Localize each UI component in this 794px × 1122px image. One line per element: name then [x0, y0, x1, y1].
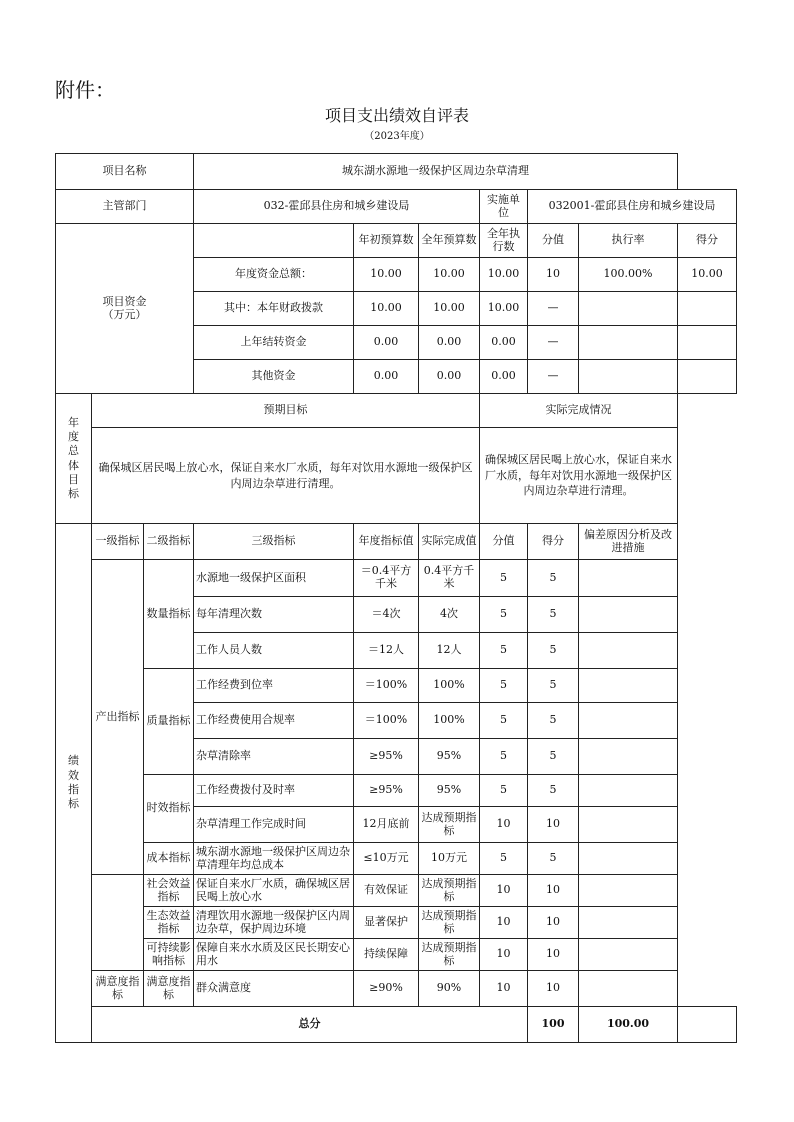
indicator-target: ＝0.4平方千米: [354, 560, 419, 597]
cost-indicator-label: 成本指标: [144, 843, 194, 875]
indicator-score: 5: [528, 843, 579, 875]
funds-row-rate: 100.00%: [579, 258, 678, 292]
indicator-row: [56, 843, 737, 875]
indicator-target: ≤10万元: [354, 843, 419, 875]
indicator-actual: 达成预期指标: [419, 907, 480, 939]
benefit-indicator-label: [92, 875, 144, 971]
indicator-actual: 0.4平方千米: [419, 560, 480, 597]
indicator-name: 每年清理次数: [194, 597, 354, 633]
impl-label: 实施单位: [480, 190, 528, 224]
expected-goal-text: 确保城区居民喝上放心水，保证自来水厂水质，每年对饮用水源地一级保护区内周边杂草进行清理。: [92, 428, 480, 524]
funds-header-blank: [194, 224, 354, 258]
indicator-score: 5: [528, 560, 579, 597]
funds-header-score-value: 分值: [528, 224, 579, 258]
indicator-actual: 90%: [419, 971, 480, 1007]
indicator-target: 持续保障: [354, 939, 419, 971]
funds-row-initial: 10.00: [354, 292, 419, 326]
project-name-value: 城东湖水源地一级保护区周边杂草清理: [194, 154, 678, 190]
indicator-deviation: [579, 597, 678, 633]
funds-row-initial: 10.00: [354, 258, 419, 292]
funds-row-score-value: —: [528, 360, 579, 394]
indicator-actual: 100%: [419, 669, 480, 703]
indicators-label: 绩 效 指 标: [56, 524, 92, 1043]
indicator-name: 保证自来水厂水质，确保城区居民喝上放心水: [194, 875, 354, 907]
header-level2: 二级指标: [144, 524, 194, 560]
indicator-value: 5: [480, 843, 528, 875]
funds-row-score: [678, 326, 737, 360]
header-target: 年度指标值: [354, 524, 419, 560]
funds-row-label: 其中：本年财政拨款: [194, 292, 354, 326]
indicator-value: 5: [480, 669, 528, 703]
dept-label: 主管部门: [56, 190, 194, 224]
indicator-value: 5: [480, 597, 528, 633]
indicators-header-row: [56, 524, 737, 560]
indicator-value: 10: [480, 971, 528, 1007]
indicator-value: 5: [480, 703, 528, 739]
indicator-name: 工作经费拨付及时率: [194, 775, 354, 807]
quality-indicator-label: 质量指标: [144, 669, 194, 775]
total-value: 100: [528, 1007, 579, 1043]
indicator-score: 5: [528, 633, 579, 669]
funds-header-annual: 全年预算数: [419, 224, 480, 258]
indicator-score: 10: [528, 939, 579, 971]
indicator-score: 5: [528, 739, 579, 775]
indicator-row: [56, 971, 737, 1007]
funds-header-initial: 年初预算数: [354, 224, 419, 258]
indicator-score: 10: [528, 971, 579, 1007]
header-level3: 三级指标: [194, 524, 354, 560]
indicator-actual: 10万元: [419, 843, 480, 875]
indicator-target: ＝12人: [354, 633, 419, 669]
funds-header-executed: 全年执行数: [480, 224, 528, 258]
social-indicator-label: 社会效益指标: [144, 875, 194, 907]
funds-row-label: 年度资金总额：: [194, 258, 354, 292]
indicator-name: 工作经费到位率: [194, 669, 354, 703]
indicator-target: 12月底前: [354, 807, 419, 843]
funds-row-label: 其他资金: [194, 360, 354, 394]
indicator-value: 5: [480, 633, 528, 669]
indicator-target: ≥90%: [354, 971, 419, 1007]
goals-content-row: [56, 428, 737, 524]
project-name-label: 项目名称: [56, 154, 194, 190]
indicator-row: [56, 669, 737, 703]
indicator-name: 工作人员人数: [194, 633, 354, 669]
indicator-name: 杂草清理工作完成时间: [194, 807, 354, 843]
dept-value: 032-霍邱县住房和城乡建设局: [194, 190, 480, 224]
indicator-target: ＝100%: [354, 703, 419, 739]
project-name-row: [56, 154, 737, 190]
indicator-score: 10: [528, 875, 579, 907]
indicator-value: 5: [480, 739, 528, 775]
funds-row-annual: 10.00: [419, 258, 480, 292]
goals-label: 年 度 总 体 目 标: [56, 394, 92, 524]
indicator-target: 有效保证: [354, 875, 419, 907]
impl-value: 032001-霍邱县住房和城乡建设局: [528, 190, 737, 224]
indicator-value: 10: [480, 875, 528, 907]
indicator-actual: 100%: [419, 703, 480, 739]
indicator-actual: 达成预期指标: [419, 807, 480, 843]
header-deviation: 偏差原因分析及改进措施: [579, 524, 678, 560]
satisfaction-level2-label: 满意度指标: [144, 971, 194, 1007]
indicator-deviation: [579, 807, 678, 843]
indicator-name: 工作经费使用合规率: [194, 703, 354, 739]
indicator-name: 水源地一级保护区面积: [194, 560, 354, 597]
funds-row-initial: 0.00: [354, 326, 419, 360]
indicator-deviation: [579, 775, 678, 807]
indicator-row: [56, 939, 737, 971]
header-level1: 一级指标: [92, 524, 144, 560]
evaluation-table: [55, 153, 737, 1043]
attachment-label: 附件：: [55, 78, 115, 102]
indicator-row: [56, 907, 737, 939]
indicator-deviation: [579, 560, 678, 597]
satisfaction-level1-label: 满意度指标: [92, 971, 144, 1007]
funds-row-score-value: —: [528, 326, 579, 360]
actual-result-header: 实际完成情况: [480, 394, 678, 428]
indicator-deviation: [579, 907, 678, 939]
indicator-value: 10: [480, 939, 528, 971]
indicator-actual: 达成预期指标: [419, 875, 480, 907]
indicator-actual: 4次: [419, 597, 480, 633]
total-label: 总分: [92, 1007, 528, 1043]
indicator-name: 城东湖水源地一级保护区周边杂草清理年均总成本: [194, 843, 354, 875]
department-row: [56, 190, 737, 224]
indicator-score: 5: [528, 703, 579, 739]
indicator-score: 10: [528, 907, 579, 939]
funds-row-score: [678, 292, 737, 326]
report-year: （2023年度）: [364, 131, 430, 142]
indicator-deviation: [579, 971, 678, 1007]
indicator-row: [56, 875, 737, 907]
indicator-actual: 95%: [419, 775, 480, 807]
funds-row-score: [678, 360, 737, 394]
funds-header-score: 得分: [678, 224, 737, 258]
indicator-deviation: [579, 843, 678, 875]
indicator-actual: 12人: [419, 633, 480, 669]
quantity-indicator-label: 数量指标: [144, 560, 194, 669]
indicator-score: 5: [528, 597, 579, 633]
indicator-value: 10: [480, 807, 528, 843]
funds-row-label: 上年结转资金: [194, 326, 354, 360]
header-score: 得分: [528, 524, 579, 560]
indicator-name: 杂草清除率: [194, 739, 354, 775]
funds-row-executed: 0.00: [480, 326, 528, 360]
indicator-deviation: [579, 939, 678, 971]
indicator-score: 5: [528, 669, 579, 703]
total-score: 100.00: [579, 1007, 678, 1043]
total-deviation: [678, 1007, 737, 1043]
indicator-deviation: [579, 875, 678, 907]
indicator-name: 清理饮用水源地一级保护区内周边杂草，保护周边环境: [194, 907, 354, 939]
funds-row-annual: 0.00: [419, 360, 480, 394]
funds-row-score-value: —: [528, 292, 579, 326]
indicator-name: 保障自来水水质及区民长期安心用水: [194, 939, 354, 971]
indicator-deviation: [579, 669, 678, 703]
indicator-target: ≥95%: [354, 739, 419, 775]
header-actual: 实际完成值: [419, 524, 480, 560]
indicator-value: 5: [480, 775, 528, 807]
indicator-deviation: [579, 739, 678, 775]
header-value: 分值: [480, 524, 528, 560]
indicator-actual: 95%: [419, 739, 480, 775]
funds-row-annual: 0.00: [419, 326, 480, 360]
funds-row-executed: 10.00: [480, 258, 528, 292]
funds-row-rate: [579, 326, 678, 360]
indicator-deviation: [579, 703, 678, 739]
funds-row-executed: 0.00: [480, 360, 528, 394]
output-indicator-label: 产出指标: [92, 560, 144, 875]
funds-label: 项目资金 （万元）: [56, 224, 194, 394]
indicator-deviation: [579, 633, 678, 669]
indicator-row: [56, 560, 737, 597]
page-title: 项目支出绩效自评表: [324, 106, 469, 125]
indicator-actual: 达成预期指标: [419, 939, 480, 971]
time-indicator-label: 时效指标: [144, 775, 194, 843]
funds-row-initial: 0.00: [354, 360, 419, 394]
indicator-value: 5: [480, 560, 528, 597]
goals-header-row: [56, 394, 737, 428]
funds-row-score-value: 10: [528, 258, 579, 292]
indicator-target: 显著保护: [354, 907, 419, 939]
funds-row-rate: [579, 360, 678, 394]
funds-header-row: [56, 224, 737, 258]
funds-row-executed: 10.00: [480, 292, 528, 326]
indicator-score: 5: [528, 775, 579, 807]
funds-row-annual: 10.00: [419, 292, 480, 326]
total-row: [56, 1007, 737, 1043]
indicator-value: 10: [480, 907, 528, 939]
indicator-target: ≥95%: [354, 775, 419, 807]
indicator-row: [56, 775, 737, 807]
funds-header-rate: 执行率: [579, 224, 678, 258]
eco-indicator-label: 生态效益指标: [144, 907, 194, 939]
indicator-score: 10: [528, 807, 579, 843]
indicator-target: ＝100%: [354, 669, 419, 703]
actual-result-text: 确保城区居民喝上放心水，保证自来水厂水质，每年对饮用水源地一级保护区内周边杂草进行清理。: [480, 428, 678, 524]
indicator-name: 群众满意度: [194, 971, 354, 1007]
expected-goal-header: 预期目标: [92, 394, 480, 428]
funds-row-rate: [579, 292, 678, 326]
funds-row-score: 10.00: [678, 258, 737, 292]
sustain-indicator-label: 可持续影响指标: [144, 939, 194, 971]
indicator-target: ＝4次: [354, 597, 419, 633]
